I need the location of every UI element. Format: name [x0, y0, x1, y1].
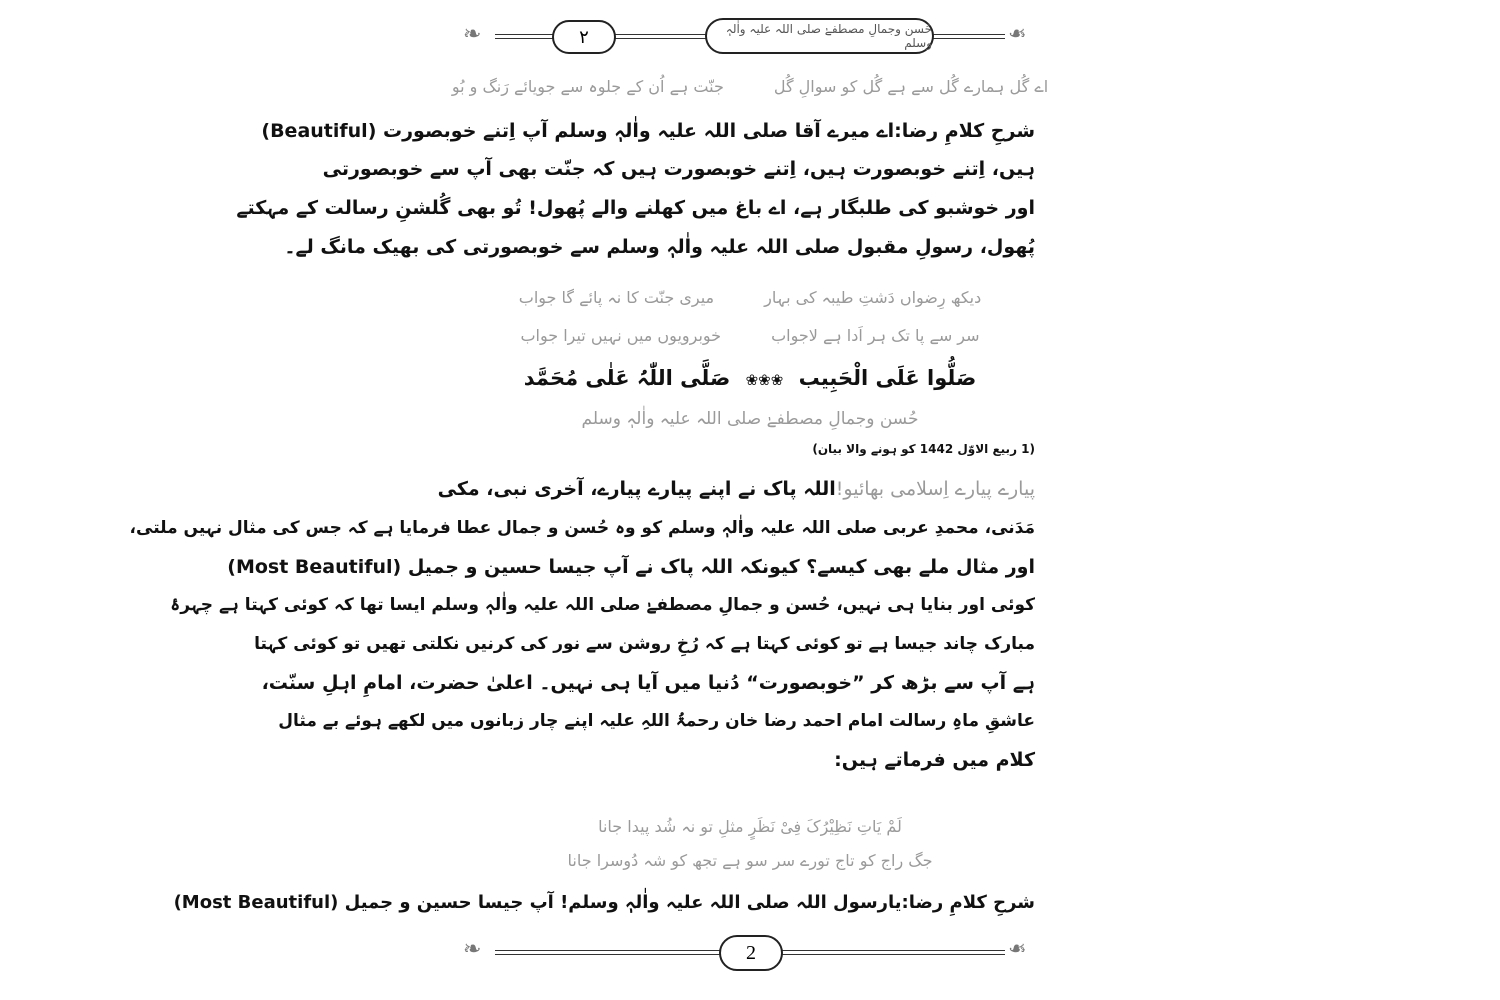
footer-ornament-right: ❧	[1008, 937, 1027, 962]
footer-ornament-left: ❧	[463, 937, 482, 962]
sharh-label-2: شرحِ کلامِ رضا:	[901, 892, 1035, 913]
greeting: پیارے پیارے اِسلامی بھائیو!	[835, 478, 1035, 500]
durood	[465, 363, 1035, 395]
header-ornament-right: ❧	[1008, 22, 1027, 47]
couplet-1-right: اے گُل ہمارے گُل سے ہے گُل کو سوالِ گُل	[773, 77, 1049, 96]
para2-line-8: کلام میں فرماتے ہیں:	[834, 749, 1035, 771]
durood-right: صَلُّوا عَلَی الْحَبِیب	[798, 366, 977, 390]
para2-line-4: کوئی اور بنایا ہی نہیں، حُسن و جمالِ مصطفےٰ صلی اللہ علیہ واٰلہٖ وسلم ایسا تھا کہ کوئی کہتا ہے چہرۂ	[170, 595, 1035, 615]
couplet-1	[451, 72, 1049, 102]
sharh-label: شرحِ کلامِ رضا:	[894, 120, 1035, 142]
verse-line-1: لَمْ یَاتِ نَظِیْرُکَ فِیْ نَظَرٍ مثلِ تو نہ شُد پیدا جانا	[598, 817, 902, 836]
section-date: (1 ربیع الاوّل 1442 کو ہونے والا بیان)	[812, 442, 1035, 456]
para2-line-5: مبارک چاند جیسا ہے تو کوئی کہتا ہے کہ رُخِ روشن سے نور کی کرنیں نکلتی تھیں تو کوئی کہتا	[254, 634, 1035, 654]
para1-line-2: ہیں، اِتنے خوبصورت ہیں، اِتنے خوبصورت ہیں کہ جنّت بھی آپ سے خوبصورتی	[322, 158, 1035, 180]
section-title: حُسن وجمالِ مصطفےٰ صلی اللہ علیہ واٰلہٖ وسلم	[581, 409, 919, 429]
couplet-2a-left: میری جنّت کا نہ پائے گا جواب	[518, 288, 715, 307]
durood-left: صَلَّی اللّٰہُ عَلٰی مُحَمَّد	[523, 366, 731, 390]
couplet-2a	[465, 283, 1035, 313]
couplet-2b	[465, 321, 1035, 351]
para2-line-1	[437, 474, 1035, 504]
para3-line	[173, 888, 1035, 918]
couplet-2b-right: سر سے پا تک ہر اَدا ہے لاجواب	[771, 326, 980, 345]
verse-line-2: جگ راج کو تاج تورے سر سو ہے تجھ کو شہ دُوسرا جانا	[567, 851, 933, 870]
para1-line-4: پُھول، رسولِ مقبول صلی اللہ علیہ واٰلہٖ وسلم سے خوبصورتی کی بھیک مانگ لے۔	[284, 236, 1035, 258]
footer-page-number: 2	[719, 935, 783, 971]
para2-line-6: ہے آپ سے بڑھ کر ”خوبصورت“ دُنیا میں آیا ہی نہیں۔ اعلیٰ حضرت، امامِ اہلِ سنّت،	[261, 672, 1035, 694]
para2-line-3: اور مثال ملے بھی کیسے؟ کیونکہ اللہ پاک نے آپ جیسا حسین و جمیل (Most Beautiful)	[227, 556, 1035, 578]
header-page-number: ٢	[552, 20, 616, 54]
para2-text: اللہ پاک نے اپنے پیارے پیارے، آخری نبی، مکی	[437, 478, 836, 500]
header-book-title: حُسن وجمالِ مصطفےٰ صلی اللہ علیہ واٰلہٖ وسلم	[705, 18, 934, 54]
couplet-1-left: جنّت ہے اُن کے جلوہ سے جویائے رَنگ و بُو	[451, 77, 724, 96]
header-ornament-left: ❧	[463, 22, 482, 47]
para2-line-7: عاشقِ ماہِ رسالت امام احمد رضا خان رحمۃُ اللہِ علیہ اپنے چار زبانوں میں لکھے ہوئے بے مثال	[278, 711, 1035, 731]
para2-line-2: مَدَنی، محمدِ عربی صلی اللہ علیہ واٰلہٖ وسلم کو وہ حُسن و جمال عطا فرمایا ہے کہ جس کی مثال نہیں ملتی،	[129, 518, 1035, 538]
couplet-2b-left: خوبرویوں میں نہیں تیرا جواب	[520, 326, 722, 345]
couplet-2a-right: دیکھ رِضواں دَشتِ طیبہ کی بہار	[764, 288, 982, 307]
flower-icon: ❀❀❀	[745, 371, 784, 389]
para3-text: یارسول اللہ صلی اللہ علیہ واٰلہٖ وسلم! آپ جیسا حسین و جمیل (Most Beautiful)	[173, 892, 902, 913]
para1-line-1	[261, 116, 1035, 146]
para1-text: اے میرے آقا صلی اللہ علیہ واٰلہٖ وسلم آپ اِتنے خوبصورت (Beautiful)	[261, 120, 895, 142]
para1-line-3: اور خوشبو کی طلبگار ہے، اے باغ میں کھلنے والے پُھول! تُو بھی گُلشنِ رسالت کے مہکتے	[236, 197, 1035, 219]
